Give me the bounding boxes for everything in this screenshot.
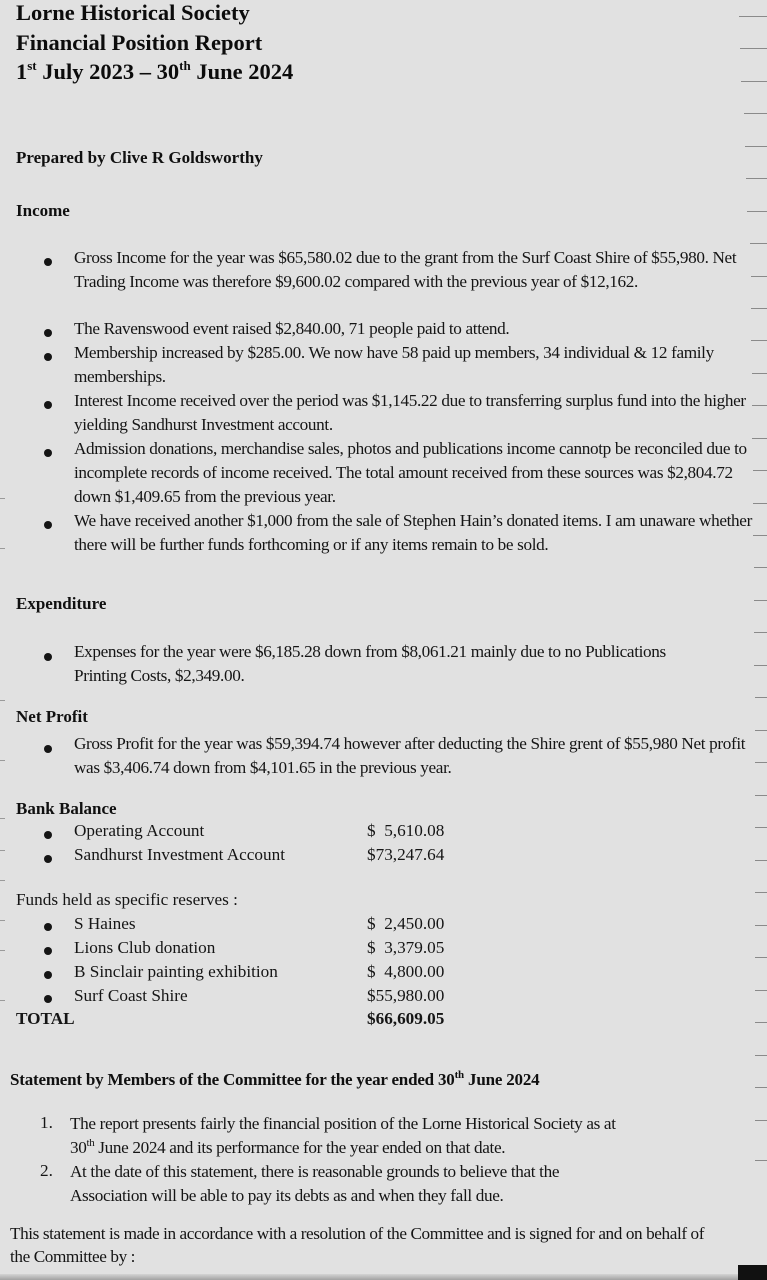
income-item: The Ravenswood event raised $2,840.00, 71 people paid to attend. bbox=[74, 319, 510, 338]
ordinal-suffix: th bbox=[86, 1137, 95, 1149]
bullet-icon bbox=[44, 745, 52, 753]
reserve-value: $55,980.00 bbox=[367, 986, 445, 1005]
reserve-value: $ 2,450.00 bbox=[367, 914, 445, 933]
bullet-icon bbox=[44, 995, 52, 1003]
reserve-label: Lions Club donation bbox=[74, 938, 216, 957]
ordinal-suffix: th bbox=[179, 58, 191, 73]
account-label: Sandhurst Investment Account bbox=[74, 845, 285, 864]
income-item: Admission donations, merchandise sales, photos and publications income cannotp be reconciled due to incomplete records of income received. The total amount received from these sources was $2,804.72 down $1,409.65 from the previous year. bbox=[74, 439, 747, 506]
expenditure-item: Expenses for the year were $6,185.28 down from $8,061.21 mainly due to no Publications Printing Costs, $2,349.00. bbox=[74, 642, 666, 685]
income-item: Membership increased by $285.00. We now have 58 paid up members, 34 individual & 12 family memberships. bbox=[74, 343, 714, 386]
total-value: $66,609.05 bbox=[367, 1009, 445, 1028]
org-title: Lorne Historical Society bbox=[16, 0, 250, 25]
income-heading: Income bbox=[16, 201, 70, 220]
net-profit-item: Gross Profit for the year was $59,394.74 however after deducting the Shire grent of $55,980 Net profit was $3,406.74 down from $4,101.65 in the previous year. bbox=[74, 734, 746, 777]
bullet-icon bbox=[44, 353, 52, 361]
period-end: June 2024 bbox=[190, 59, 294, 84]
bullet-icon bbox=[44, 401, 52, 409]
report-title: Financial Position Report bbox=[16, 30, 263, 55]
closing-statement: This statement is made in accordance with a resolution of the Committee and is signed for and on behalf of the Committee by : bbox=[10, 1224, 705, 1266]
income-item: We have received another $1,000 from the sale of Stephen Hain’s donated items. I am unaware whether there will be further funds forthcoming or if any items remain to be sold. bbox=[74, 511, 752, 554]
account-value: $73,247.64 bbox=[367, 845, 445, 864]
statement-item-line: At the date of this statement, there is reasonable grounds to believe that the bbox=[70, 1162, 560, 1181]
report-period bbox=[16, 57, 293, 86]
reserve-label: Surf Coast Shire bbox=[74, 986, 188, 1005]
list-number: 1. bbox=[40, 1113, 53, 1132]
net-profit-heading: Net Profit bbox=[16, 707, 88, 726]
statement-item-line: The report presents fairly the financial position of the Lorne Historical Society as at bbox=[70, 1114, 616, 1133]
bullet-icon bbox=[44, 923, 52, 931]
reserve-label: B Sinclair painting exhibition bbox=[74, 962, 278, 981]
scan-edge bbox=[738, 1265, 767, 1280]
period-middle: July 2023 – 30 bbox=[36, 59, 180, 84]
statement-item-text: June 2024 and its performance for the year ended on that date. bbox=[94, 1138, 506, 1157]
bullet-icon bbox=[44, 329, 52, 337]
statement-item bbox=[70, 1112, 750, 1160]
statement-item-line bbox=[70, 1184, 750, 1208]
ordinal-suffix: th bbox=[454, 1069, 464, 1081]
statement-heading bbox=[10, 1070, 539, 1090]
expenditure-heading: Expenditure bbox=[16, 594, 107, 613]
bullet-icon bbox=[44, 947, 52, 955]
reserve-value: $ 3,379.05 bbox=[367, 938, 445, 957]
bullet-icon bbox=[44, 831, 52, 839]
period-start-day: 1 bbox=[16, 59, 28, 84]
account-value: $ 5,610.08 bbox=[367, 821, 445, 840]
statement-item-line bbox=[70, 1136, 750, 1160]
statement-heading-text: Statement by Members of the Committee for the year ended 30 bbox=[10, 1070, 455, 1089]
income-item: Gross Income for the year was $65,580.02 due to the grant from the Surf Coast Shire of $55,980. Net Trading Income was therefore $9,600.02 compared with the previous year of $12,162. bbox=[74, 248, 737, 291]
list-number: 2. bbox=[40, 1161, 53, 1180]
date-day: 30 bbox=[70, 1138, 87, 1157]
scan-shadow bbox=[0, 1274, 767, 1280]
reserve-label: S Haines bbox=[74, 914, 136, 933]
bullet-icon bbox=[44, 855, 52, 863]
total-label: TOTAL bbox=[16, 1009, 75, 1028]
reserves-heading: Funds held as specific reserves : bbox=[16, 890, 238, 909]
income-item: Interest Income received over the period was $1,145.22 due to transferring surplus fund into the higher yielding Sandhurst Investment account. bbox=[74, 391, 746, 434]
bullet-icon bbox=[44, 258, 52, 266]
account-label: Operating Account bbox=[74, 821, 205, 840]
bullet-icon bbox=[44, 971, 52, 979]
prepared-by: Prepared by Clive R Goldsworthy bbox=[16, 148, 263, 167]
ordinal-suffix: st bbox=[27, 58, 37, 73]
bullet-icon bbox=[44, 653, 52, 661]
statement-item bbox=[70, 1160, 750, 1208]
bullet-icon bbox=[44, 521, 52, 529]
statement-item-text: Association will be able to pay its debts as and when they fall due. bbox=[70, 1186, 504, 1205]
statement-heading-date: June 2024 bbox=[463, 1070, 540, 1089]
bullet-icon bbox=[44, 449, 52, 457]
bank-balance-heading: Bank Balance bbox=[16, 799, 117, 818]
reserve-value: $ 4,800.00 bbox=[367, 962, 445, 981]
